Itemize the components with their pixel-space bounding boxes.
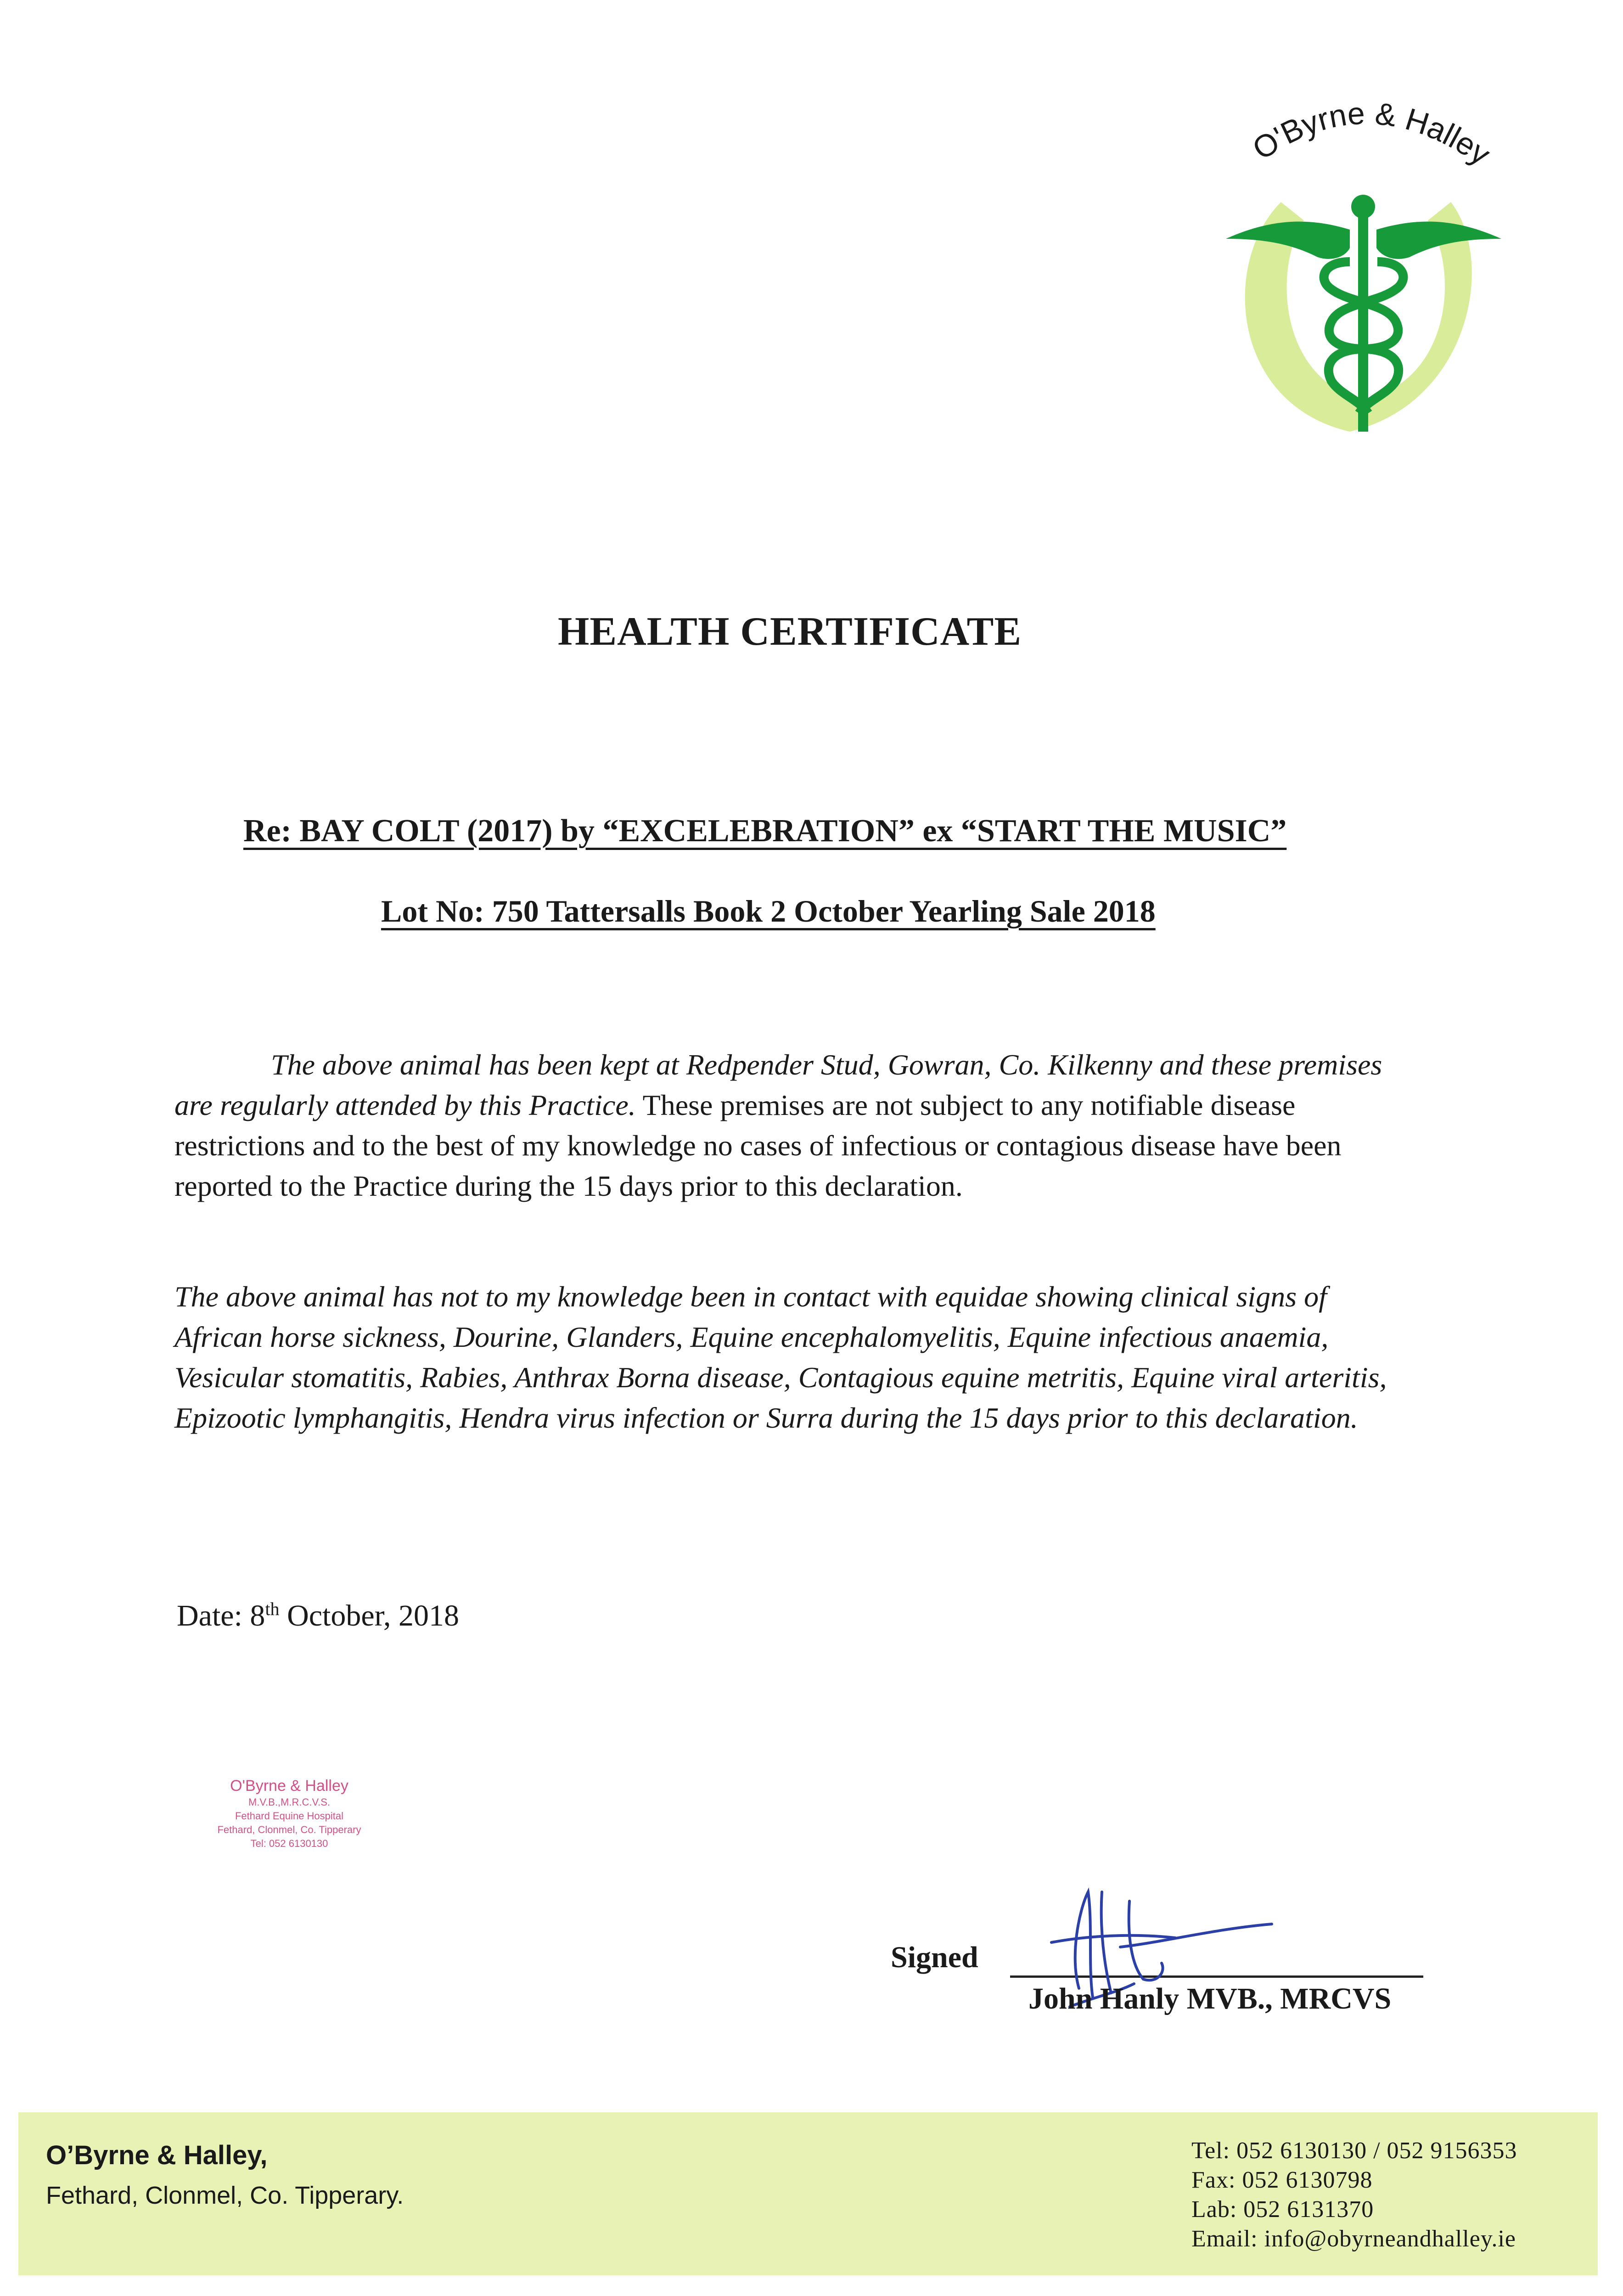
footer-address: Fethard, Clonmel, Co. Tipperary. bbox=[46, 2182, 404, 2209]
footer bbox=[18, 2112, 1598, 2275]
footer-tel: Tel: 052 6130130 / 052 9156353 bbox=[1191, 2138, 1517, 2164]
stamp-line-2: M.V.B.,M.R.C.V.S. bbox=[248, 1796, 331, 1808]
date-label: Date: 8 bbox=[177, 1599, 265, 1632]
paragraph-premises-regular: These premises are not subject to any notifiable disease restrictions and to the best of my knowledge no cases of infectious or contagious disease have been reported to the Practice during the 15 days prior to this declaration. bbox=[174, 1089, 1342, 1202]
stamp-line-3: Fethard Equine Hospital bbox=[235, 1810, 344, 1822]
logo-text: O'Byrne & Halley bbox=[1246, 96, 1497, 172]
footer-email[interactable]: Email: info@obyrneandhalley.ie bbox=[1191, 2226, 1516, 2252]
footer-lab: Lab: 052 6131370 bbox=[1191, 2196, 1374, 2223]
stamp-line-1: O'Byrne & Halley bbox=[230, 1777, 348, 1795]
signed-label: Signed bbox=[891, 1941, 978, 1974]
footer-fax: Fax: 052 6130798 bbox=[1191, 2167, 1373, 2193]
paragraph-premises-italic: The above animal has been kept at Redpender Stud, Gowran, Co. Kilkenny and these premises are regularly attended by this Practice. bbox=[174, 1048, 1382, 1121]
footer-contact bbox=[1191, 2136, 1517, 2254]
stamp-line-5: Tel: 052 6130130 bbox=[250, 1838, 328, 1849]
paragraph-premises bbox=[174, 1045, 1405, 1206]
document-title: HEALTH CERTIFICATE bbox=[557, 609, 1022, 654]
stamp-line-4: Fethard, Clonmel, Co. Tipperary bbox=[217, 1824, 361, 1835]
date-line bbox=[177, 1598, 459, 1633]
footer-practice-name: O’Byrne & Halley, bbox=[46, 2140, 268, 2170]
paragraph-contact: The above animal has not to my knowledge been in contact with equidae showing clinical signs of African horse sickness, Dourine, Glanders, Equine encephalomyelitis, Equine infectious anaemia, Vesicular stomatitis, Rabies, Anthrax Borna disease, Contagious equine metritis, Equine viral arteritis, Epizootic lymphangitis, Hendra virus infection or Surra during the 15 days prior to this declaration. bbox=[174, 1280, 1387, 1434]
signer-name: John Hanly MVB., MRCVS bbox=[1028, 1982, 1392, 2015]
subject-line: Re: BAY COLT (2017) by “EXCELEBRATION” ex “START THE MUSIC” bbox=[243, 813, 1287, 849]
date-rest: October, 2018 bbox=[279, 1599, 459, 1632]
practice-logo bbox=[1212, 64, 1524, 459]
practice-stamp bbox=[197, 1773, 381, 1864]
date-suffix: th bbox=[265, 1598, 280, 1619]
svg-text:O'Byrne & Halley bbox=[1247, 96, 1497, 172]
lot-line: Lot No: 750 Tattersalls Book 2 October Yearling Sale 2018 bbox=[381, 894, 1156, 929]
